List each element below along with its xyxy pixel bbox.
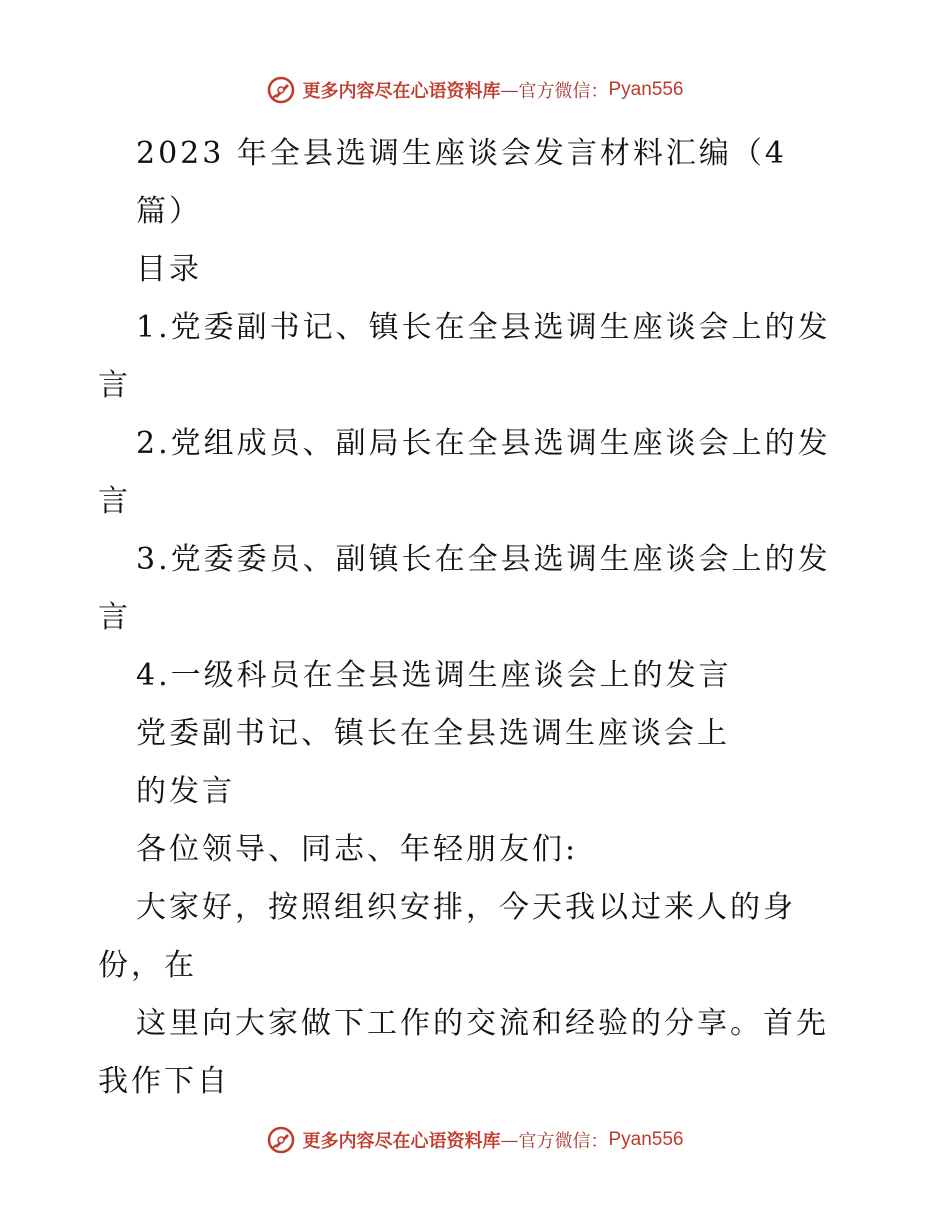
quill-seal-icon xyxy=(266,75,296,105)
footer-watermark xyxy=(0,1120,950,1160)
section-title-line-2: 的发言 xyxy=(136,774,235,809)
header-watermark xyxy=(0,70,950,110)
document-body xyxy=(98,125,858,1111)
watermark-separator: — xyxy=(500,79,519,101)
watermark-contact-id: Pyan556 xyxy=(608,1129,684,1150)
toc-item-1-continued: 言 xyxy=(98,368,131,403)
paragraph-1-line-2: 份，在 xyxy=(98,948,197,983)
document-title-line-1: 2023 年全县选调生座谈会发言材料汇编（4 xyxy=(136,136,787,171)
section-title-line-1: 党委副书记、镇长在全县选调生座谈会上 xyxy=(136,716,730,751)
quill-seal-icon xyxy=(266,1125,296,1155)
toc-item-2-continued: 言 xyxy=(98,484,131,519)
watermark-main-text: 更多内容尽在心语资料库 xyxy=(302,1131,501,1152)
toc-item-1: 1.党委副书记、镇长在全县选调生座谈会上的发 xyxy=(136,310,831,345)
watermark-contact-text: 官方微信： xyxy=(518,1131,609,1152)
document-title-line-2: 篇） xyxy=(136,194,202,229)
paragraph-2-line-1: 这里向大家做下工作的交流和经验的分享。首先 xyxy=(136,1006,829,1041)
toc-item-4: 4.一级科员在全县选调生座谈会上的发言 xyxy=(136,658,732,693)
watermark-contact-id: Pyan556 xyxy=(608,79,684,100)
toc-heading: 目录 xyxy=(136,252,202,287)
watermark-contact-text: 官方微信： xyxy=(518,81,609,102)
salutation: 各位领导、同志、年轻朋友们: xyxy=(136,832,579,867)
toc-item-2: 2.党组成员、副局长在全县选调生座谈会上的发 xyxy=(136,426,831,461)
paragraph-1-line-1: 大家好，按照组织安排，今天我以过来人的身 xyxy=(136,890,796,925)
paragraph-2-line-2: 我作下自 xyxy=(98,1064,230,1099)
toc-item-3-continued: 言 xyxy=(98,600,131,635)
watermark-separator: — xyxy=(500,1129,519,1151)
toc-item-3: 3.党委委员、副镇长在全县选调生座谈会上的发 xyxy=(136,542,831,577)
watermark-main-text: 更多内容尽在心语资料库 xyxy=(302,81,501,102)
